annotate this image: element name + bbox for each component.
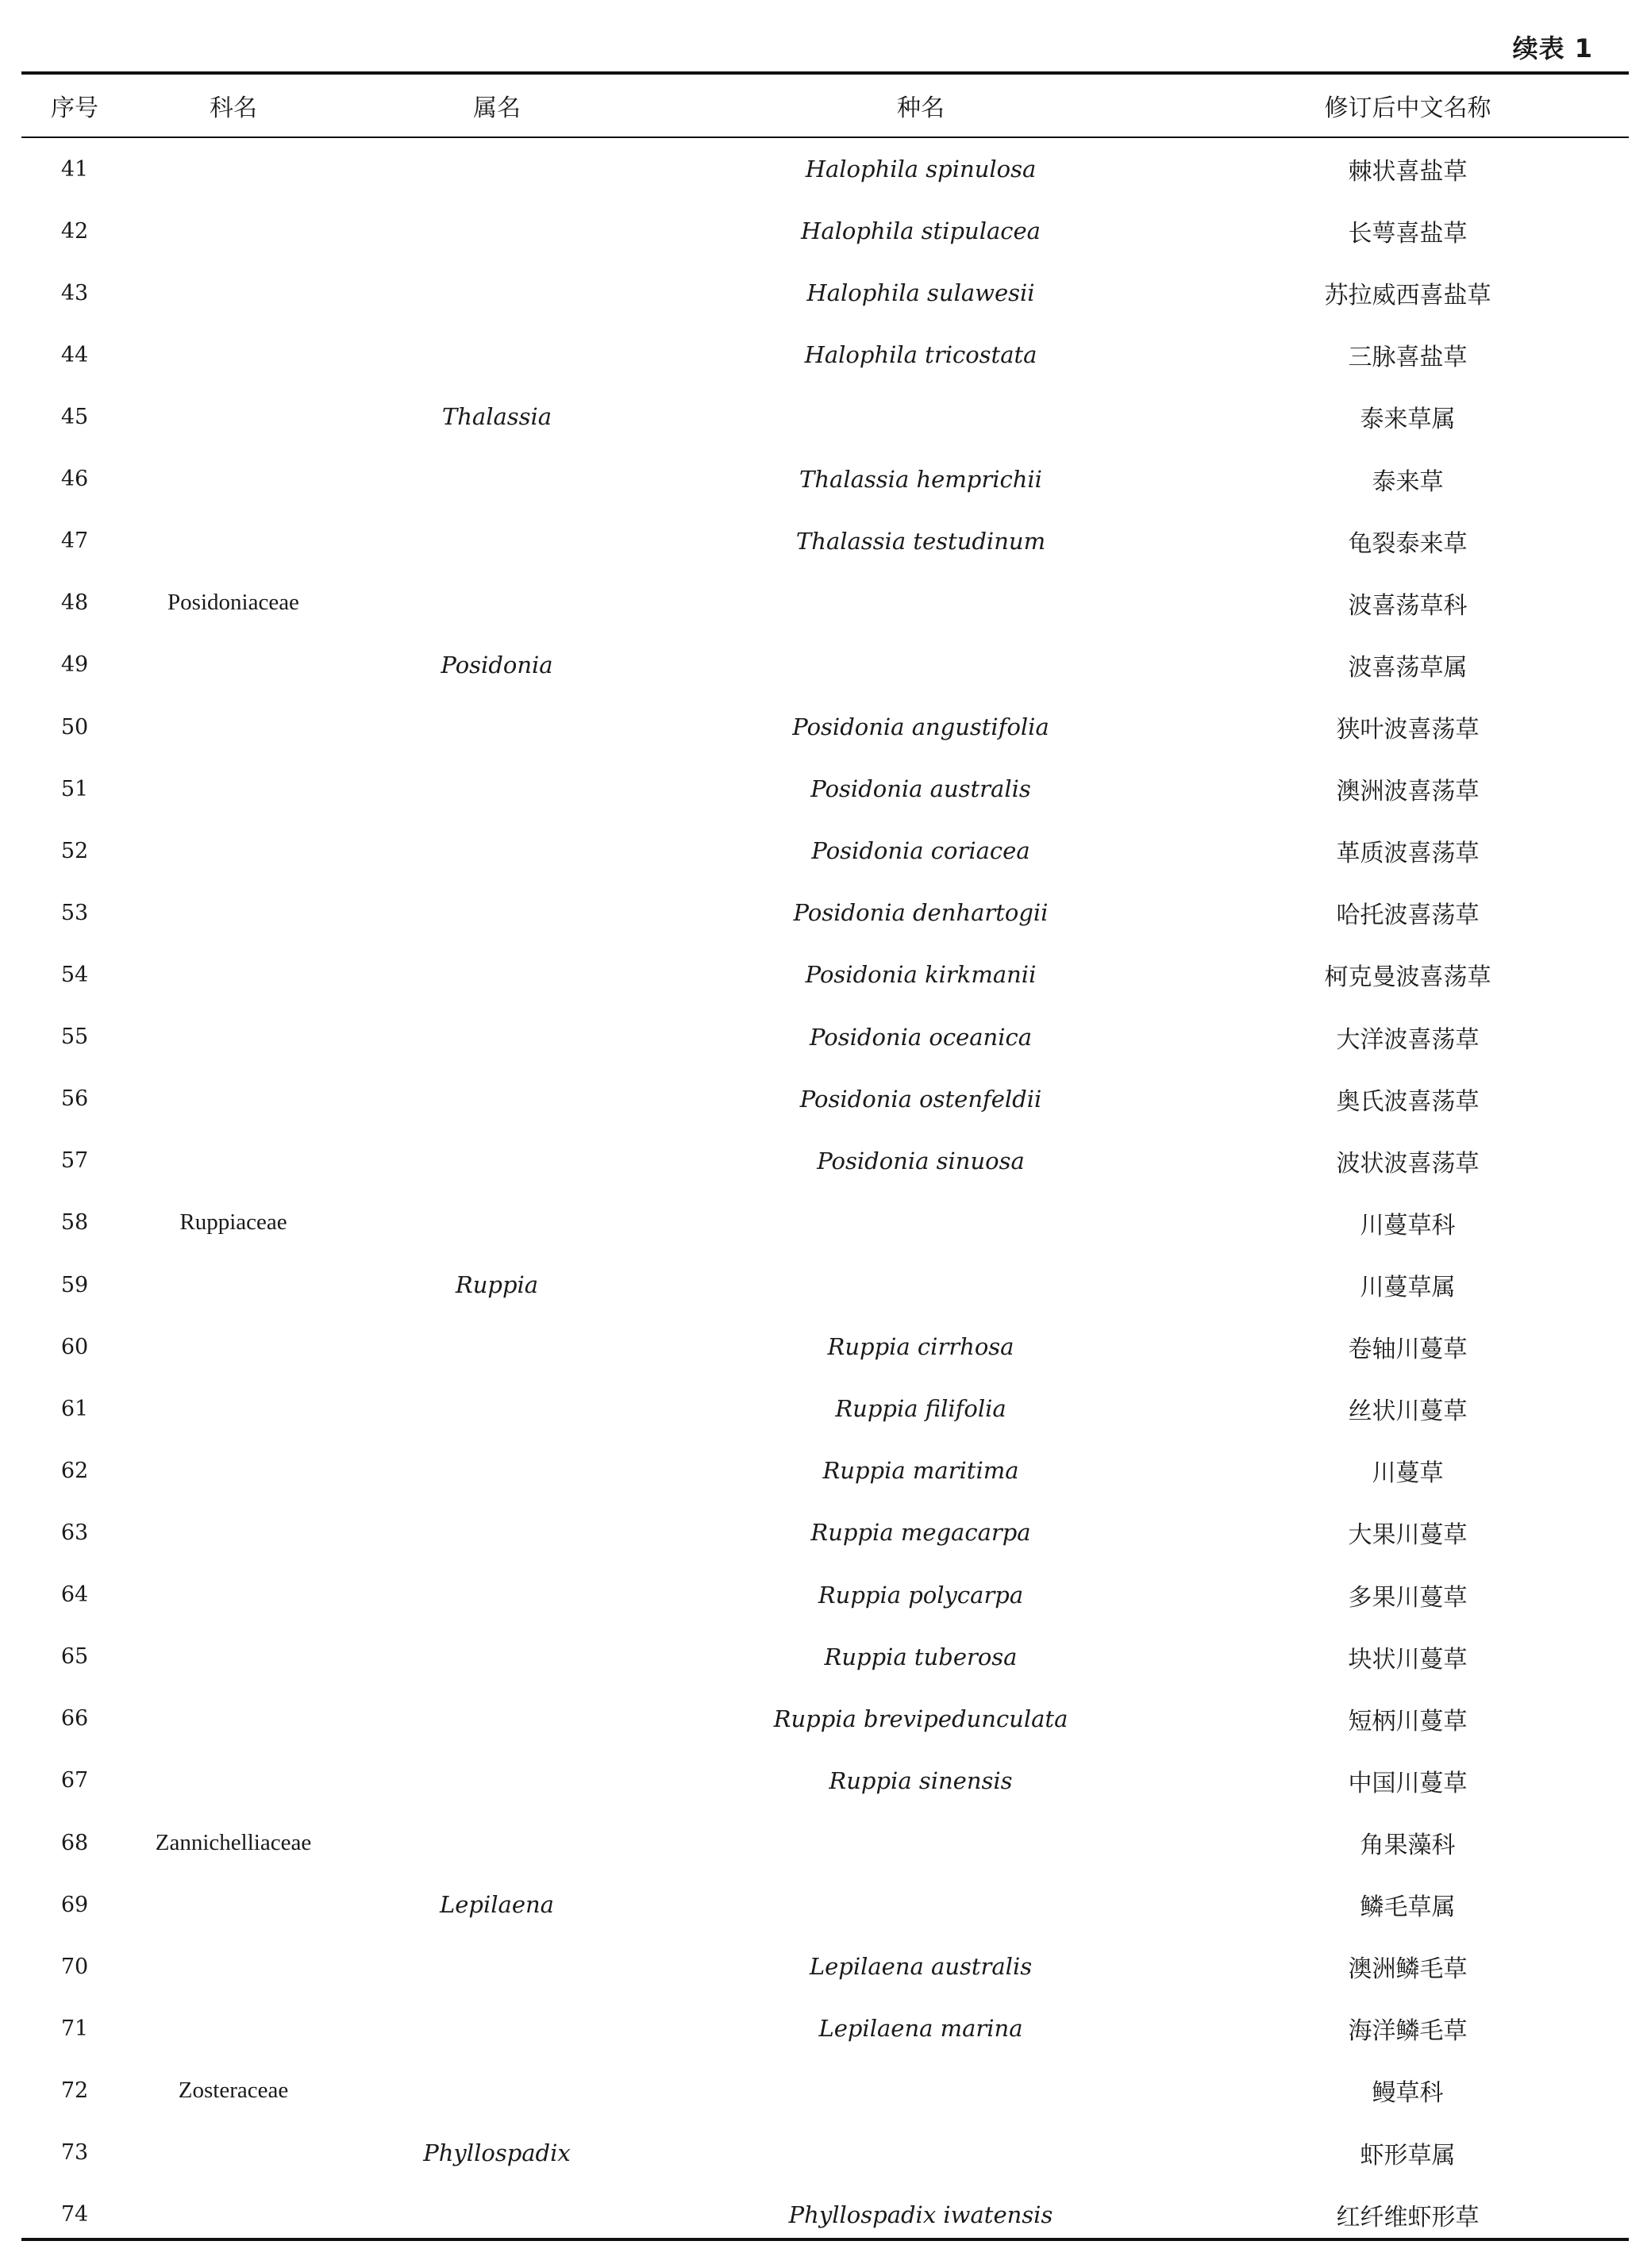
table-row (21, 510, 1629, 572)
header-chinese-name: 修订后中文名称 (1324, 94, 1491, 122)
cell-species: Posidonia oceanica (809, 1023, 1033, 1051)
cell-species: Thalassia testudinum (795, 527, 1046, 555)
cell-species: Ruppia cirrhosa (827, 1333, 1014, 1361)
cell-number: 53 (60, 900, 89, 925)
cell-family (128, 1874, 339, 1935)
cell-chinese-name: 柯克曼波喜荡草 (1324, 963, 1491, 992)
cell-chinese-name: 大果川蔓草 (1348, 1521, 1468, 1550)
cell-species: Posidonia sinuosa (817, 1147, 1025, 1174)
table-row (21, 634, 1629, 696)
cell-family (128, 1750, 339, 1812)
header-row (21, 75, 1629, 136)
table-row (21, 1006, 1629, 1068)
cell-number: 67 (60, 1768, 89, 1793)
table-header (21, 75, 1629, 138)
table-row (21, 820, 1629, 882)
cell-chinese-name: 短柄川蔓草 (1348, 1707, 1468, 1736)
cell-number: 63 (60, 1520, 89, 1545)
cell-species: Phyllospadix iwatensis (788, 2201, 1053, 2228)
cell-species: Halophila sulawesii (806, 279, 1035, 307)
cell-number: 49 (60, 652, 89, 678)
cell-chinese-name: 波喜荡草科 (1348, 591, 1468, 620)
cell-genus (339, 1440, 655, 1501)
cell-species (655, 2059, 1187, 2121)
cell-genus: Thalassia (441, 403, 552, 431)
cell-family (128, 944, 339, 1005)
cell-family (128, 1006, 339, 1068)
cell-species: Lepilaena australis (809, 1953, 1033, 1981)
cell-genus (339, 944, 655, 1005)
cell-family (128, 386, 339, 448)
cell-genus (339, 1564, 655, 1626)
cell-family (128, 138, 339, 200)
cell-family (128, 1254, 339, 1316)
cell-genus: Ruppia (455, 1271, 539, 1299)
table-row (21, 1254, 1629, 1316)
cell-genus (339, 1378, 655, 1440)
cell-genus (339, 1750, 655, 1812)
table-row (21, 1874, 1629, 1935)
cell-family (128, 262, 339, 324)
cell-chinese-name: 革质波喜荡草 (1336, 840, 1480, 868)
table-row (21, 1316, 1629, 1378)
table-row (21, 1378, 1629, 1440)
cell-chinese-name: 泰来草属 (1360, 406, 1456, 434)
cell-number: 59 (60, 1272, 89, 1297)
cell-genus (339, 1688, 655, 1750)
table-row (21, 200, 1629, 262)
cell-species: Ruppia megacarpa (810, 1519, 1031, 1547)
cell-family (128, 1068, 339, 1130)
table-row (21, 2059, 1629, 2121)
cell-number: 55 (60, 1024, 89, 1050)
cell-number: 70 (60, 1954, 89, 1979)
cell-family (128, 2184, 339, 2246)
cell-family: Posidoniaceae (167, 590, 299, 616)
cell-number: 41 (60, 156, 89, 182)
cell-family (128, 448, 339, 510)
cell-chinese-name: 角果藻科 (1360, 1832, 1456, 1859)
cell-family (128, 1130, 339, 1192)
cell-species: Posidonia coriacea (811, 837, 1030, 865)
cell-family (128, 1501, 339, 1563)
table-row (21, 1626, 1629, 1688)
cell-genus (339, 200, 655, 262)
cell-genus (339, 882, 655, 944)
cell-family (128, 696, 339, 758)
header-no: 序号 (51, 94, 98, 122)
cell-species: Posidonia australis (810, 775, 1031, 803)
cell-species: Lepilaena marina (818, 2015, 1023, 2043)
table-row (21, 1068, 1629, 1130)
cell-genus (339, 448, 655, 510)
cell-chinese-name: 波状波喜荡草 (1336, 1149, 1480, 1178)
cell-family (128, 1997, 339, 2059)
cell-species: Ruppia maritima (822, 1457, 1019, 1485)
cell-genus: Posidonia (441, 651, 553, 678)
cell-genus (339, 758, 655, 820)
table-row (21, 448, 1629, 510)
cell-chinese-name: 哈托波喜荡草 (1336, 901, 1480, 930)
cell-family (128, 634, 339, 696)
cell-species (655, 1192, 1187, 1254)
cell-genus (339, 324, 655, 386)
cell-genus (339, 2184, 655, 2246)
cell-chinese-name: 奥氏波喜荡草 (1336, 1087, 1480, 1116)
cell-genus (339, 1068, 655, 1130)
table-row (21, 758, 1629, 820)
cell-family (128, 1440, 339, 1501)
cell-genus (339, 262, 655, 324)
cell-genus (339, 1997, 655, 2059)
cell-number: 50 (60, 714, 89, 740)
table-row (21, 1688, 1629, 1750)
cell-family: Ruppiaceae (179, 1209, 287, 1236)
cell-chinese-name: 泰来草 (1372, 467, 1444, 496)
cell-chinese-name: 卷轴川蔓草 (1348, 1336, 1468, 1364)
header-family: 科名 (210, 94, 257, 122)
cell-genus (339, 2059, 655, 2121)
table-row (21, 324, 1629, 386)
cell-species: Halophila tricostata (804, 341, 1037, 369)
cell-chinese-name: 鳗草科 (1372, 2079, 1444, 2108)
cell-genus (339, 572, 655, 634)
table-row (21, 262, 1629, 324)
cell-number: 45 (60, 404, 89, 429)
cell-species: Posidonia ostenfeldii (799, 1085, 1042, 1113)
cell-genus (339, 820, 655, 882)
cell-chinese-name: 鳞毛草属 (1360, 1893, 1456, 1922)
cell-number: 74 (60, 2202, 89, 2228)
cell-family (128, 1626, 339, 1688)
cell-genus (339, 1192, 655, 1254)
cell-species: Ruppia brevipedunculata (773, 1705, 1068, 1732)
cell-chinese-name: 狭叶波喜荡草 (1336, 716, 1480, 744)
cell-chinese-name: 波喜荡草属 (1348, 653, 1468, 682)
cell-family (128, 882, 339, 944)
table-body (21, 138, 1629, 2246)
cell-chinese-name: 红纤维虾形草 (1336, 2203, 1480, 2231)
seagrass-species-table (21, 75, 1629, 2246)
cell-species (655, 386, 1187, 448)
cell-species: Thalassia hemprichii (799, 465, 1042, 493)
table-row (21, 1130, 1629, 1192)
cell-genus (339, 696, 655, 758)
cell-genus: Phyllospadix (423, 2139, 571, 2166)
cell-species: Posidonia denhartogii (793, 899, 1049, 927)
cell-number: 71 (60, 2016, 89, 2041)
cell-family (128, 1935, 339, 1997)
cell-chinese-name: 中国川蔓草 (1348, 1769, 1468, 1797)
table-row (21, 1564, 1629, 1626)
table-row (21, 1750, 1629, 1812)
cell-family (128, 1378, 339, 1440)
cell-chinese-name: 澳洲鳞毛草 (1348, 1955, 1468, 1984)
cell-chinese-name: 澳洲波喜荡草 (1336, 778, 1480, 806)
cell-genus (339, 138, 655, 200)
cell-family (128, 1688, 339, 1750)
table-row (21, 572, 1629, 634)
cell-species: Halophila stipulacea (801, 217, 1041, 245)
table-row (21, 1812, 1629, 1874)
table-row (21, 1935, 1629, 1997)
cell-number: 60 (60, 1334, 89, 1359)
cell-number: 54 (60, 962, 89, 987)
cell-genus (339, 1501, 655, 1563)
cell-number: 56 (60, 1086, 89, 1112)
cell-genus (339, 1006, 655, 1068)
cell-number: 42 (60, 218, 89, 244)
cell-chinese-name: 川蔓草 (1372, 1459, 1444, 1488)
table-row (21, 386, 1629, 448)
cell-number: 64 (60, 1582, 89, 1608)
table-row (21, 2122, 1629, 2184)
header-species: 种名 (897, 94, 945, 122)
cell-number: 68 (60, 1830, 89, 1855)
cell-family (128, 2122, 339, 2184)
cell-chinese-name: 棘状喜盐草 (1348, 158, 1468, 186)
table-continuation-label: 续表 1 (1512, 33, 1593, 63)
cell-genus (339, 1935, 655, 1997)
cell-number: 57 (60, 1148, 89, 1174)
cell-chinese-name: 长萼喜盐草 (1348, 220, 1468, 248)
cell-genus (339, 1812, 655, 1874)
cell-species: Ruppia sinensis (829, 1766, 1013, 1794)
cell-number: 46 (60, 467, 89, 492)
cell-family (128, 1316, 339, 1378)
cell-genus (339, 1316, 655, 1378)
cell-family (128, 758, 339, 820)
cell-chinese-name: 川蔓草科 (1360, 1211, 1456, 1240)
cell-chinese-name: 多果川蔓草 (1348, 1583, 1468, 1612)
cell-species: Ruppia tuberosa (824, 1643, 1018, 1670)
cell-number: 69 (60, 1892, 89, 1917)
cell-family (128, 200, 339, 262)
cell-family: Zosteraceae (178, 2077, 289, 2103)
cell-genus (339, 510, 655, 572)
cell-chinese-name: 龟裂泰来草 (1348, 529, 1468, 558)
cell-number: 62 (60, 1458, 89, 1483)
cell-number: 44 (60, 342, 89, 367)
cell-chinese-name: 丝状川蔓草 (1348, 1397, 1468, 1426)
cell-number: 51 (60, 776, 89, 801)
table-row (21, 944, 1629, 1005)
cell-number: 58 (60, 1210, 89, 1236)
table-row (21, 1192, 1629, 1254)
cell-species (655, 634, 1187, 696)
table-row (21, 1501, 1629, 1563)
cell-species: Halophila spinulosa (805, 156, 1037, 183)
cell-species (655, 572, 1187, 634)
cell-genus (339, 1130, 655, 1192)
cell-chinese-name: 虾形草属 (1360, 2141, 1456, 2170)
cell-species: Ruppia polycarpa (818, 1581, 1024, 1609)
cell-chinese-name: 三脉喜盐草 (1348, 344, 1468, 372)
cell-chinese-name: 块状川蔓草 (1348, 1645, 1468, 1674)
cell-number: 72 (60, 2078, 89, 2103)
table-row (21, 1440, 1629, 1501)
cell-number: 61 (60, 1396, 89, 1421)
cell-species: Posidonia kirkmanii (805, 961, 1037, 989)
cell-chinese-name: 苏拉威西喜盐草 (1324, 282, 1491, 310)
cell-species (655, 1812, 1187, 1874)
cell-number: 43 (60, 280, 89, 306)
cell-family (128, 324, 339, 386)
cell-chinese-name: 大洋波喜荡草 (1336, 1025, 1480, 1054)
cell-number: 52 (60, 838, 89, 863)
cell-species (655, 1254, 1187, 1316)
cell-chinese-name: 海洋鳞毛草 (1348, 2017, 1468, 2046)
table-row (21, 882, 1629, 944)
table-row (21, 138, 1629, 200)
cell-family: Zannichelliaceae (155, 1829, 312, 1855)
cell-number: 65 (60, 1644, 89, 1670)
cell-number: 66 (60, 1706, 89, 1732)
cell-family (128, 510, 339, 572)
table-row (21, 2184, 1629, 2246)
table-row (21, 696, 1629, 758)
table-row (21, 1997, 1629, 2059)
cell-family (128, 1564, 339, 1626)
cell-genus: Lepilaena (440, 1891, 554, 1919)
cell-species: Ruppia filifolia (835, 1395, 1006, 1423)
cell-number: 73 (60, 2140, 89, 2166)
cell-family (128, 820, 339, 882)
cell-species: Posidonia angustifolia (792, 713, 1049, 741)
cell-genus (339, 1626, 655, 1688)
cell-number: 48 (60, 590, 89, 616)
cell-number: 47 (60, 529, 89, 554)
cell-species (655, 1874, 1187, 1935)
header-genus: 属名 (473, 94, 521, 122)
cell-species (655, 2122, 1187, 2184)
cell-chinese-name: 川蔓草属 (1360, 1274, 1456, 1302)
